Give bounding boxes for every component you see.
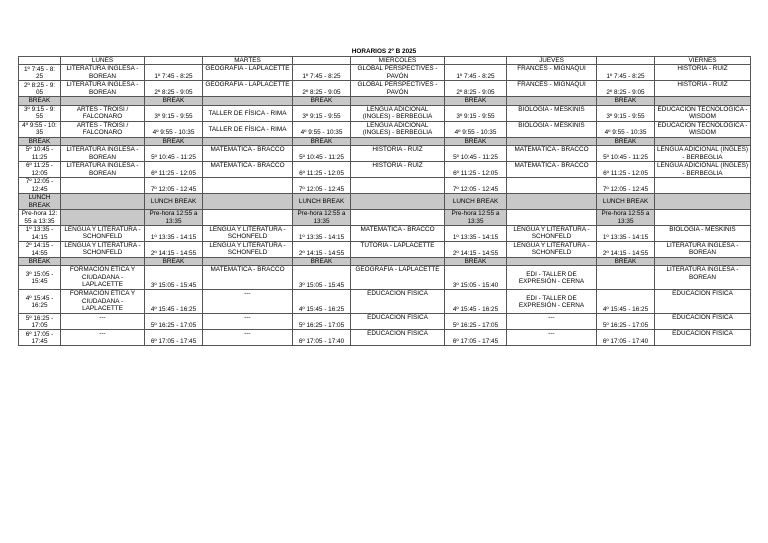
subject-cell: FORMACIÓN ÉTICA Y CIUDADANA - LAPLACETTE (61, 266, 145, 290)
subject-cell: MATEMÁTICA - BRACCO (203, 146, 293, 162)
time-label-cell: 5º 10:45 - 11:25 (19, 146, 61, 162)
subject-cell: EDUCACIÓN FÍSICA (655, 290, 751, 314)
schedule-table (18, 56, 751, 346)
subject-cell: FRANCÉS - MIGNAQUI (507, 65, 597, 81)
schedule-body (19, 65, 751, 346)
subject-cell (655, 97, 751, 105)
subject-cell: GEOGRAFÍA - LAPLACETTE (203, 65, 293, 81)
slot-time-cell: 5º 16:25 - 17:05 (145, 314, 203, 330)
time-label-cell: 2º 14:15 - 14:55 (19, 242, 61, 258)
break-label-cell: BREAK (597, 137, 655, 145)
subject-cell (655, 258, 751, 266)
subject-cell: --- (507, 330, 597, 346)
subject-cell (203, 97, 293, 105)
subject-cell: LENGUA ADICIONAL (INGLES) - BERBEGLIA (351, 105, 445, 121)
slot-time-cell: 2º 8:25 - 9:05 (293, 81, 351, 97)
break-label-cell: BREAK (445, 97, 507, 105)
time-label-cell: 4º 15:45 - 16:25 (19, 290, 61, 314)
schedule-row (19, 226, 751, 242)
break-label-cell: BREAK (597, 97, 655, 105)
schedule-row (19, 81, 751, 97)
subject-cell (351, 137, 445, 145)
slot-time-cell: 6º 17:05 - 17:40 (597, 330, 655, 346)
slot-time-cell: 4º 9:55 - 10:35 (293, 121, 351, 137)
schedule-row (19, 290, 751, 314)
break-label-cell: BREAK (145, 258, 203, 266)
subject-cell (61, 210, 145, 226)
subject-cell: BIOLOGÍA - MESKINIS (507, 105, 597, 121)
slot-time-cell: 4º 15:45 - 16:25 (445, 290, 507, 314)
schedule-row (19, 162, 751, 178)
slot-time-cell: 5º 10:45 - 11:25 (293, 146, 351, 162)
subject-cell: TUTORÍA - LAPLACETTE (351, 242, 445, 258)
subject-cell (203, 210, 293, 226)
slot-time-cell: Pre-hora 12:55 a 13:35 (597, 210, 655, 226)
slot-time-cell: 4º 9:55 - 10:35 (445, 121, 507, 137)
subject-cell: BIOLOGÍA - MESKINIS (655, 226, 751, 242)
subject-cell (203, 178, 293, 194)
slot-time-cell: 5º 10:45 - 11:25 (145, 146, 203, 162)
slot-time-cell: Pre-hora 12:55 a 13:35 (445, 210, 507, 226)
slot-time-cell: 2º 14:15 - 14:55 (145, 242, 203, 258)
subject-cell (507, 258, 597, 266)
slot-time-cell: 1º 13:35 - 14:15 (293, 226, 351, 242)
slot-time-cell: 4º 9:55 - 10:35 (145, 121, 203, 137)
subject-cell (61, 194, 145, 210)
time-label-cell: BREAK (19, 137, 61, 145)
header-corner (19, 57, 61, 65)
slot-time-cell: 1º 13:35 - 14:15 (145, 226, 203, 242)
slot-time-cell: 3º 9:15 - 9:55 (293, 105, 351, 121)
subject-cell: BIOLOGÍA - MESKINIS (507, 121, 597, 137)
schedule-row (19, 210, 751, 226)
time-label-cell: 4º 9:55 - 10: 35 (19, 121, 61, 137)
slot-time-cell: 3º 9:15 - 9:55 (145, 105, 203, 121)
subject-cell: EDUCACIÓN FÍSICA (351, 330, 445, 346)
break-label-cell: BREAK (145, 97, 203, 105)
slot-time-cell: 1º 13:35 - 14:15 (445, 226, 507, 242)
subject-cell: LENGUA ADICIONAL (INGLES) - BERBEGLIA (655, 146, 751, 162)
slot-time-cell: 1º 7:45 - 8:25 (293, 65, 351, 81)
time-label-cell: BREAK (19, 258, 61, 266)
slot-time-cell: 7º 12:05 - 12:45 (145, 178, 203, 194)
slot-time-cell: 3º 15:05 - 15:45 (145, 266, 203, 290)
header-slot (445, 57, 507, 65)
subject-cell: LITERATURA INGLESA - BOREAN (61, 65, 145, 81)
subject-cell: GLOBAL PERSPECTIVES - PAVÓN (351, 81, 445, 97)
subject-cell: LITERATURA INGLESA - BOREAN (655, 266, 751, 290)
subject-cell: LITERATURA INGLESA - BOREAN (61, 146, 145, 162)
schedule-row (19, 121, 751, 137)
subject-cell: GLOBAL PERSPECTIVES - PAVÓN (351, 65, 445, 81)
break-label-cell: BREAK (597, 258, 655, 266)
slot-time-cell: 2º 8:25 - 9:05 (597, 81, 655, 97)
subject-cell: --- (61, 330, 145, 346)
break-label-cell: BREAK (293, 137, 351, 145)
subject-cell (203, 258, 293, 266)
slot-time-cell: 4º 15:45 - 16:25 (293, 290, 351, 314)
subject-cell (351, 97, 445, 105)
subject-cell: LENGUA Y LITERATURA - SCHONFELD (61, 226, 145, 242)
break-label-cell: BREAK (145, 137, 203, 145)
slot-time-cell: 6º 11:25 - 12:05 (293, 162, 351, 178)
subject-cell (351, 194, 445, 210)
slot-time-cell: 3º 9:15 - 9:55 (597, 105, 655, 121)
time-label-cell: 7º 12:05 - 12:45 (19, 178, 61, 194)
subject-cell: LENGUA Y LITERATURA - SCHONFELD (203, 226, 293, 242)
time-label-cell: 6º 17:05 - 17:45 (19, 330, 61, 346)
header-slot (145, 57, 203, 65)
subject-cell (507, 137, 597, 145)
slot-time-cell (597, 266, 655, 290)
subject-cell: GEOGRAFÍA - LAPLACETTE (203, 81, 293, 97)
time-label-cell: LUNCH BREAK (19, 194, 61, 210)
slot-time-cell: 6º 17:05 - 17:40 (293, 330, 351, 346)
subject-cell: LENGUA Y LITERATURA - SCHONFELD (61, 242, 145, 258)
time-label-cell: 1º 13:35 - 14:15 (19, 226, 61, 242)
break-label-cell: BREAK (445, 258, 507, 266)
slot-time-cell: 1º 7:45 - 8:25 (597, 65, 655, 81)
subject-cell: EDUCACIÓN FÍSICA (351, 314, 445, 330)
schedule-row (19, 266, 751, 290)
slot-time-cell: 2º 8:25 - 9:05 (445, 81, 507, 97)
day-header-thursday: JUEVES (507, 57, 597, 65)
slot-time-cell: 2º 14:15 - 14:55 (293, 242, 351, 258)
subject-cell: --- (203, 330, 293, 346)
time-label-cell: 1º 7:45 - 8: 25 (19, 65, 61, 81)
subject-cell (655, 210, 751, 226)
subject-cell (203, 137, 293, 145)
slot-time-cell: 1º 7:45 - 8:25 (445, 65, 507, 81)
subject-cell: TALLER DE FÍSICA - RIMA (203, 121, 293, 137)
slot-time-cell: 5º 16:25 - 17:05 (293, 314, 351, 330)
schedule-row (19, 330, 751, 346)
day-header-monday: LUNES (61, 57, 145, 65)
subject-cell (351, 210, 445, 226)
slot-time-cell: Pre-hora 12:55 a 13:35 (293, 210, 351, 226)
schedule-title: HORARIOS 2º B 2025 (351, 48, 417, 55)
subject-cell: LENGUA ADICIONAL (INGLES) - BERBEGLIA (655, 162, 751, 178)
subject-cell: GEOGRAFÍA - LAPLACETTE (351, 266, 445, 290)
subject-cell: EDI - TALLER DE EXPRESIÓN - CERNA (507, 266, 597, 290)
subject-cell: HISTORIA - RUÍZ (351, 146, 445, 162)
slot-time-cell: 1º 13:35 - 14:15 (597, 226, 655, 242)
slot-time-cell: LUNCH BREAK (145, 194, 203, 210)
subject-cell: LITERATURA INGLESA - BOREAN (61, 81, 145, 97)
slot-time-cell: 5º 16:25 - 17:05 (445, 314, 507, 330)
subject-cell: MATEMÁTICA - BRACCO (203, 266, 293, 290)
slot-time-cell: 7º 12:05 - 12:45 (445, 178, 507, 194)
subject-cell (61, 178, 145, 194)
subject-cell: EDUCACIÓN FÍSICA (655, 330, 751, 346)
schedule-row (19, 194, 751, 210)
time-label-cell: Pre-hora 12: 55 a 13:35 (19, 210, 61, 226)
slot-time-cell: 4º 15:45 - 16:25 (597, 290, 655, 314)
subject-cell: EDI - TALLER DE EXPRESIÓN - CERNA (507, 290, 597, 314)
day-header-tuesday: MARTES (203, 57, 293, 65)
day-header-wednesday: MIERCOLES (351, 57, 445, 65)
schedule-row (19, 178, 751, 194)
subject-cell: --- (203, 314, 293, 330)
slot-time-cell: 4º 15:45 - 16:25 (145, 290, 203, 314)
subject-cell: ARTES - TROISI / FALCONARO (61, 105, 145, 121)
time-label-cell: 5º 16:25 - 17:05 (19, 314, 61, 330)
schedule-row (19, 65, 751, 81)
header-slot (293, 57, 351, 65)
subject-cell: MATEMÁTICA - BRACCO (351, 226, 445, 242)
break-label-cell: BREAK (293, 97, 351, 105)
subject-cell: EDUCACIÓN TECNOLÓGICA - WISDOM (655, 121, 751, 137)
subject-cell: MATEMÁTICA - BRACCO (507, 146, 597, 162)
subject-cell: LITERATURA INGLESA - BOREAN (61, 162, 145, 178)
schedule-row (19, 258, 751, 266)
slot-time-cell: 2º 8:25 - 9:05 (145, 81, 203, 97)
slot-time-cell: LUNCH BREAK (597, 194, 655, 210)
day-header-friday: VIERNES (655, 57, 751, 65)
schedule-row (19, 146, 751, 162)
slot-time-cell: 3º 15:05 - 15:45 (293, 266, 351, 290)
time-label-cell: 3º 9:15 - 9: 55 (19, 105, 61, 121)
subject-cell: MATEMÁTICA - BRACCO (507, 162, 597, 178)
subject-cell (655, 137, 751, 145)
slot-time-cell: 2º 14:15 - 14:55 (445, 242, 507, 258)
slot-time-cell: 5º 16:25 - 17:05 (597, 314, 655, 330)
subject-cell: HISTORIA - RUIZ (655, 65, 751, 81)
subject-cell: MATEMÁTICA - BRACCO (203, 162, 293, 178)
slot-time-cell: 6º 17:05 - 17:45 (445, 330, 507, 346)
subject-cell: HISTORIA - RUÍZ (351, 162, 445, 178)
header-slot (597, 57, 655, 65)
subject-cell: ARTES - TROISI / FALCONARO (61, 121, 145, 137)
slot-time-cell: 6º 11:25 - 12:05 (145, 162, 203, 178)
slot-time-cell: Pre-hora 12:55 a 13:35 (145, 210, 203, 226)
subject-cell (655, 194, 751, 210)
slot-time-cell: LUNCH BREAK (445, 194, 507, 210)
subject-cell: FRANCÉS - MIGNAQUI (507, 81, 597, 97)
subject-cell (507, 194, 597, 210)
subject-cell (507, 97, 597, 105)
schedule-row (19, 314, 751, 330)
slot-time-cell: 4º 9:55 - 10:35 (597, 121, 655, 137)
schedule-row (19, 242, 751, 258)
subject-cell: TALLER DE FÍSICA - RIMA (203, 105, 293, 121)
slot-time-cell: 3º 9:15 - 9:55 (445, 105, 507, 121)
subject-cell (655, 178, 751, 194)
break-label-cell: BREAK (445, 137, 507, 145)
subject-cell (61, 137, 145, 145)
subject-cell: --- (203, 290, 293, 314)
subject-cell (351, 178, 445, 194)
slot-time-cell: 5º 10:45 - 11:25 (597, 146, 655, 162)
slot-time-cell: 6º 17:05 - 17:45 (145, 330, 203, 346)
subject-cell: LENGUA Y LITERATURA - SCHONFELD (507, 226, 597, 242)
slot-time-cell: 7º 12:05 - 12:45 (597, 178, 655, 194)
subject-cell (203, 194, 293, 210)
subject-cell (507, 210, 597, 226)
subject-cell: LENGUA Y LITERATURA - SCHONFELD (507, 242, 597, 258)
subject-cell: FORMACIÓN ÉTICA Y CIUDADANA - LAPLACETTE (61, 290, 145, 314)
slot-time-cell: 6º 11:25 - 12:05 (445, 162, 507, 178)
subject-cell (507, 178, 597, 194)
slot-time-cell: 3º 15:05 - 15:40 (445, 266, 507, 290)
subject-cell (61, 258, 145, 266)
subject-cell: EDUCACIÓN FÍSICA (655, 314, 751, 330)
slot-time-cell: 5º 10:45 - 11:25 (445, 146, 507, 162)
slot-time-cell: LUNCH BREAK (293, 194, 351, 210)
subject-cell: EDUCACIÓN FÍSICA (351, 290, 445, 314)
time-label-cell: 3º 15:05 - 15:45 (19, 266, 61, 290)
subject-cell: LENGUA Y LITERATURA - SCHONFELD (203, 242, 293, 258)
slot-time-cell: 6º 11:25 - 12:05 (597, 162, 655, 178)
time-label-cell: 2º 8:25 - 9: 05 (19, 81, 61, 97)
slot-time-cell: 1º 7:45 - 8:25 (145, 65, 203, 81)
header-row (19, 57, 751, 65)
schedule-row (19, 105, 751, 121)
slot-time-cell: 7º 12:05 - 12:45 (293, 178, 351, 194)
subject-cell: LENGUA ADICIONAL (INGLES) - BERBEGLIA (351, 121, 445, 137)
schedule-row (19, 137, 751, 145)
subject-cell: LITERATURA INGLESA - BOREAN (655, 242, 751, 258)
subject-cell (351, 258, 445, 266)
time-label-cell: BREAK (19, 97, 61, 105)
subject-cell: --- (61, 314, 145, 330)
subject-cell: --- (507, 314, 597, 330)
subject-cell (61, 97, 145, 105)
schedule-row (19, 97, 751, 105)
time-label-cell: 6º 11:25 - 12:05 (19, 162, 61, 178)
subject-cell: HISTORIA - RUÍZ (655, 81, 751, 97)
break-label-cell: BREAK (293, 258, 351, 266)
subject-cell: EDUCACIÓN TECNOLÓGICA - WISDOM (655, 105, 751, 121)
slot-time-cell: 2º 14:15 - 14:55 (597, 242, 655, 258)
